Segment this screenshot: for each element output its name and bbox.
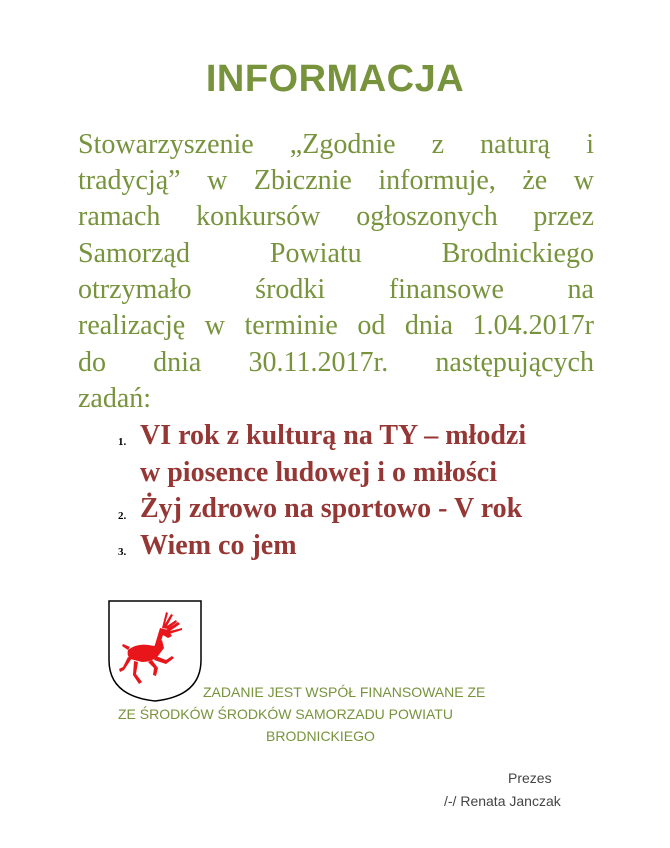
body-word: i [586,129,594,160]
body-line-4 [78,236,594,272]
body-word: Brodnickiego [441,238,594,269]
funding-note-line-2: ZE ŚRODKÓW ŚRODKÓW SAMORZADU POWIATU [118,706,453,722]
body-word: informuje, [378,165,496,196]
body-line-1 [78,127,594,163]
body-line-3 [78,199,594,235]
body-word: od [357,310,386,341]
body-word: do [78,347,106,378]
list-number-3: 3. [118,546,127,558]
coat-of-arms-icon [108,600,202,702]
body-word: w [573,165,594,196]
body-line-2 [78,163,594,199]
list-number-2: 2. [118,510,127,522]
signature-name: /-/ Renata Janczak [444,793,561,809]
body-line-8 [78,381,594,417]
funding-note-line-3: BRODNICKIEGO [266,728,375,744]
body-word: następujących [435,347,594,378]
signature-role: Prezes [508,770,552,786]
body-line-5 [78,272,594,308]
body-word: realizację [78,310,186,341]
body-word: finansowe [388,274,504,305]
body-word: Samorząd [78,238,190,269]
page-title: INFORMACJA [205,58,465,100]
body-line-7 [78,345,594,381]
body-word: 30.11.2017r. [248,347,389,378]
body-word: na [567,274,594,305]
body-word: zadań: [78,383,152,414]
body-word: w [204,310,225,341]
body-word: terminie [244,310,338,341]
body-word: ramach [78,201,161,232]
body-line-6 [78,308,594,344]
body-word: środki [255,274,326,305]
funding-note-line-1: ZADANIE JEST WSPÓŁ FINANSOWANE ZE [203,684,486,700]
body-word: Stowarzyszenie [78,129,254,160]
body-word: przez [533,201,594,232]
body-word: Zbicznie [253,165,352,196]
body-word: w [207,165,228,196]
body-word: Powiatu [269,238,362,269]
body-word: 1.04.2017r [472,310,594,341]
body-word: z [431,129,445,160]
body-word: dnia [404,310,454,341]
list-number-1: 1. [118,436,127,448]
body-word: tradycją” [78,165,181,196]
task-2: Żyj zdrowo na sportowo - V rok [140,493,523,524]
body-word: ogłoszonych [356,201,498,232]
body-word: konkursów [196,201,321,232]
task-3: Wiem co jem [140,530,297,561]
body-word: otrzymało [78,274,192,305]
body-word: „Zgodnie [289,129,396,160]
body-word: naturą [480,129,551,160]
task-1-line-2: w piosence ludowej i o miłości [140,457,497,488]
body-word: dnia [153,347,202,378]
task-1-line-1: VI rok z kulturą na TY – młodzi [140,420,527,451]
body-word: że [522,165,548,196]
